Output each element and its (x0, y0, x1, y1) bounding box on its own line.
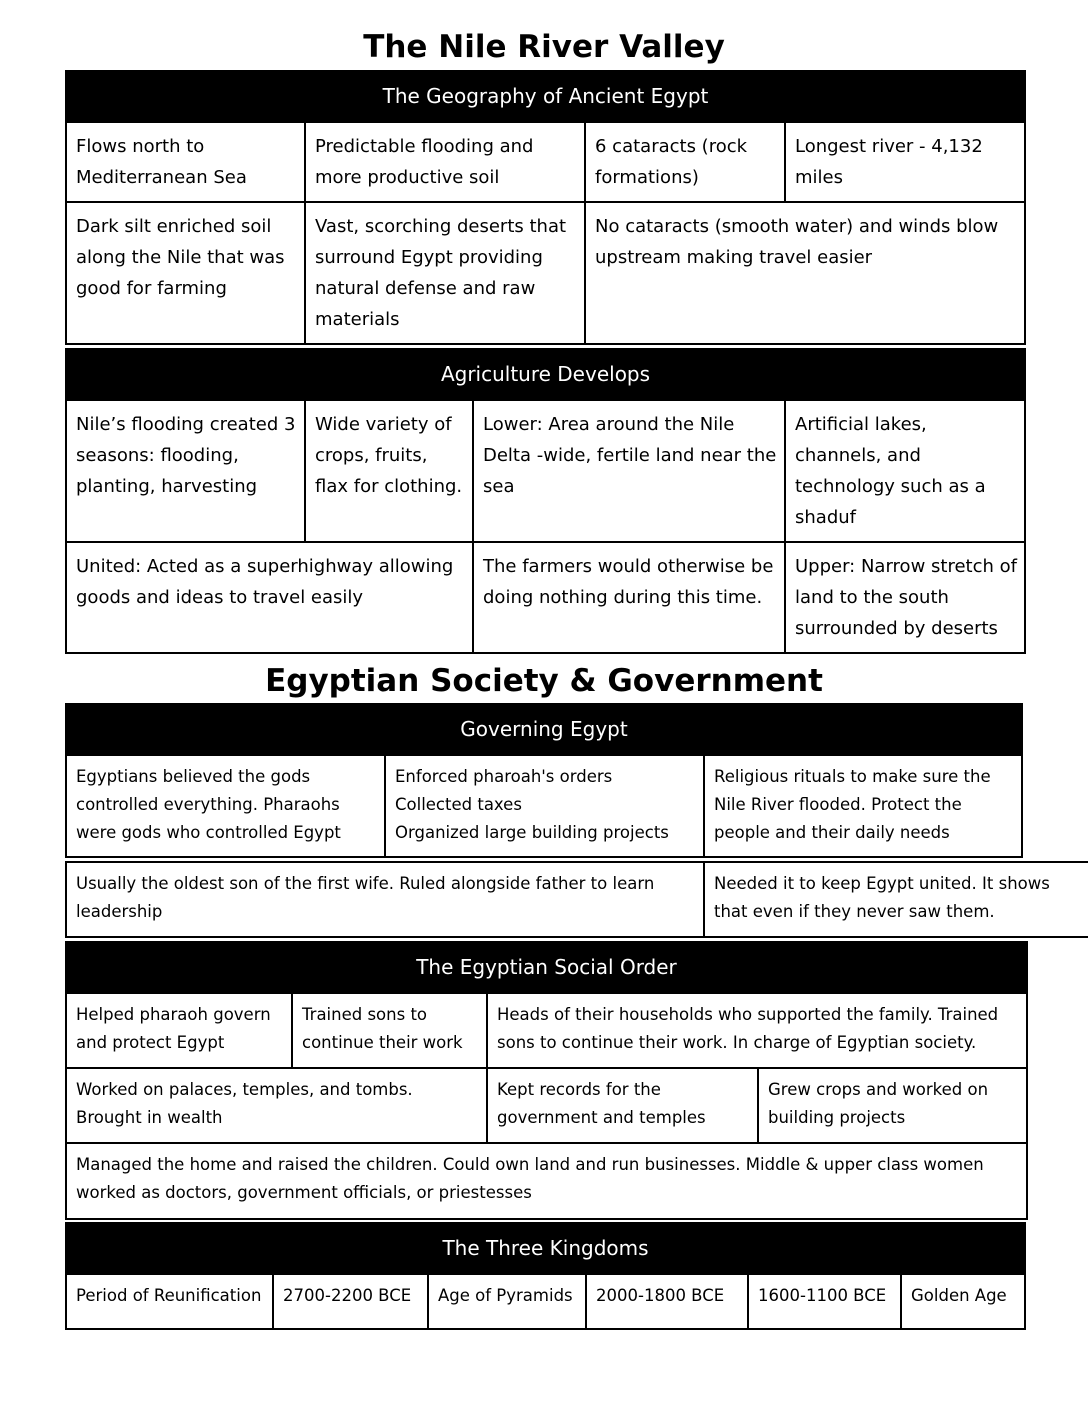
kingdoms-cell: Golden Age (900, 1273, 1026, 1330)
kingdoms-cell: Period of Reunification (65, 1273, 274, 1330)
kingdoms-cell: 1600-1100 BCE (747, 1273, 902, 1330)
section-title-society: Egyptian Society & Government (265, 663, 823, 699)
geography-cell: Predictable flooding and more productive soil (304, 121, 586, 203)
table-header-kingdoms: The Three Kingdoms (65, 1222, 1026, 1274)
social-order-cell: Worked on palaces, temples, and tombs. Brought in wealth (65, 1067, 488, 1144)
social-order-cell: Kept records for the government and temples (486, 1067, 759, 1144)
agriculture-cell: The farmers would otherwise be doing nothing during this time. (472, 541, 786, 654)
geography-cell: Flows north to Mediterranean Sea (65, 121, 306, 203)
table-header-governing: Governing Egypt (65, 703, 1023, 755)
agriculture-cell: Upper: Narrow stretch of land to the south surrounded by deserts (784, 541, 1026, 654)
governing-cell: Enforced pharoah's orders Collected taxes Organized large building projects (384, 754, 705, 858)
geography-cell: Dark silt enriched soil along the Nile that was good for farming (65, 201, 306, 345)
agriculture-cell: Lower: Area around the Nile Delta -wide, fertile land near the sea (472, 399, 786, 543)
geography-cell: 6 cataracts (rock formations) (584, 121, 786, 203)
kingdoms-cell: Age of Pyramids (427, 1273, 587, 1330)
governing-cell: Needed it to keep Egypt united. It shows that even if they never saw them. (703, 861, 1088, 938)
section-title-nile: The Nile River Valley (363, 29, 725, 65)
table-header-agriculture: Agriculture Develops (65, 348, 1026, 400)
table-header-social-order: The Egyptian Social Order (65, 941, 1028, 993)
social-order-cell: Heads of their households who supported the family. Trained sons to continue their work. In charge of Egyptian society. (486, 992, 1028, 1069)
agriculture-cell: Wide variety of crops, fruits, flax for clothing. (304, 399, 474, 543)
agriculture-cell: Nile’s flooding created 3 seasons: flooding, planting, harvesting (65, 399, 306, 543)
geography-cell: Vast, scorching deserts that surround Egypt providing natural defense and raw materials (304, 201, 586, 345)
table-header-geography: The Geography of Ancient Egypt (65, 70, 1026, 122)
kingdoms-cell: 2000-1800 BCE (585, 1273, 749, 1330)
governing-cell: Usually the oldest son of the first wife. Ruled alongside father to learn leadership (65, 861, 705, 938)
social-order-cell: Managed the home and raised the children. Could own land and run businesses. Middle & upper class women worked as doctors, government officials, or priestesses (65, 1142, 1028, 1220)
geography-cell: No cataracts (smooth water) and winds blow upstream making travel easier (584, 201, 1026, 345)
agriculture-cell: Artificial lakes, channels, and technology such as a shaduf (784, 399, 1026, 543)
geography-cell: Longest river - 4,132 miles (784, 121, 1026, 203)
agriculture-cell: United: Acted as a superhighway allowing goods and ideas to travel easily (65, 541, 474, 654)
social-order-cell: Trained sons to continue their work (291, 992, 488, 1069)
governing-cell: Religious rituals to make sure the Nile River flooded. Protect the people and their daily needs (703, 754, 1023, 858)
social-order-cell: Grew crops and worked on building projects (757, 1067, 1028, 1144)
social-order-cell: Helped pharaoh govern and protect Egypt (65, 992, 293, 1069)
governing-cell: Egyptians believed the gods controlled everything. Pharaohs were gods who controlled Egypt (65, 754, 386, 858)
kingdoms-cell: 2700-2200 BCE (272, 1273, 429, 1330)
